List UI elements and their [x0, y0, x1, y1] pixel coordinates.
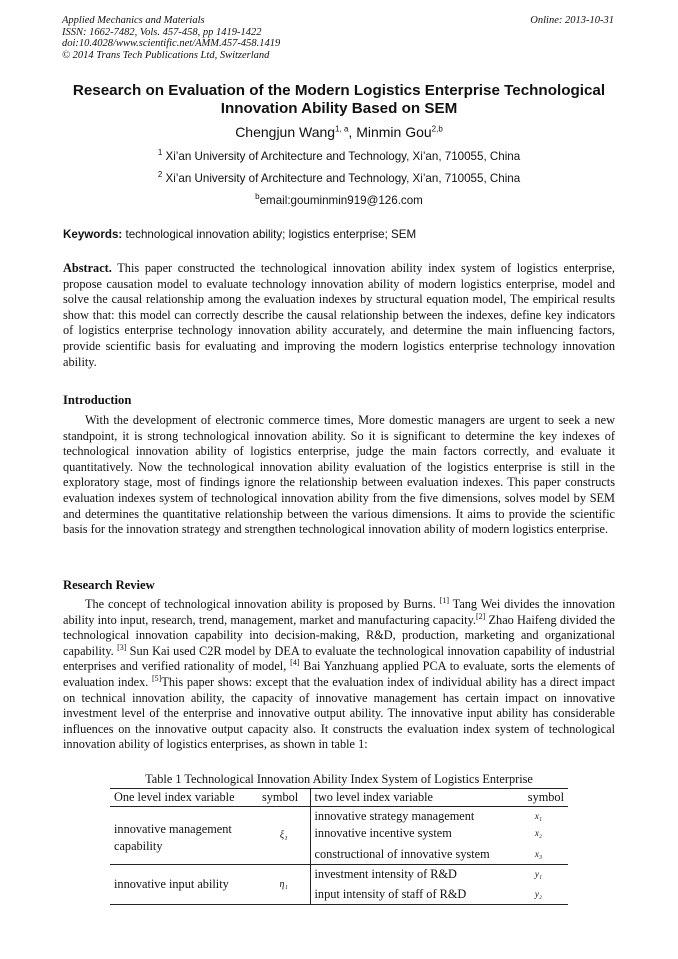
journal-name: Applied Mechanics and Materials	[62, 15, 205, 26]
table-header-row	[110, 789, 568, 807]
citation: [2]	[476, 611, 486, 621]
copyright: © 2014 Trans Tech Publications Ltd, Switzerland	[62, 49, 270, 61]
keywords	[63, 228, 416, 241]
affiliation-1-text: Xi’an University of Architecture and Technology, Xi’an, 710055, China	[165, 150, 521, 163]
review-text	[63, 597, 615, 753]
level2-item: constructional of innovative system	[314, 847, 490, 861]
abstract-text: This paper constructed the technological innovation ability index system of logistics enterprise, propose causation model to evaluate technology innovation ability of modern logistics enterprise, model and solve the causal relationship among the evaluation indexes by structural equation model, The empirical results show that: this model can correctly describe the causal relationship between the indexes, define key indicators of logistics enterprise technology innovation ability accurately, and determine the main influencing factors, provide scientific basis for evaluating and improving the modern logistics enterprise technology innovation ability.	[63, 261, 616, 369]
citation: [3]	[117, 642, 127, 652]
citation: [4]	[290, 658, 300, 668]
review-sentence: Zhao Haifeng divided the technological innovation capability into decision-making, R&D, production, marketing and organizational capability.	[63, 612, 615, 658]
review-sentence: The concept of technological innovation ability is proposed by Burns.	[85, 597, 436, 611]
level1-symbol: ξ₁	[258, 807, 310, 865]
level2-symbol: y₂	[534, 889, 542, 899]
doi: doi:10.4028/www.scientific.net/AMM.457-458.1419	[62, 38, 281, 49]
authors	[0, 124, 678, 140]
author-1: Chengjun Wang	[235, 124, 336, 140]
keywords-text: technological innovation ability; logistics enterprise; SEM	[125, 228, 417, 241]
col-header: symbol	[258, 789, 310, 807]
author-2: Minmin Gou	[356, 124, 432, 140]
level2-symbols	[510, 865, 568, 905]
affiliation-1-sup: 1	[157, 148, 163, 158]
email-line	[0, 194, 678, 207]
review-sentence: Tang Wei divides the innovation ability into input, research, trend, management, market and manufacturing capacity.	[63, 597, 616, 627]
level2-item: innovative strategy management	[314, 809, 475, 823]
table-row	[110, 865, 568, 905]
level2-symbol: x₃	[534, 849, 542, 859]
level2-item: input intensity of staff of R&D	[314, 887, 467, 901]
paper-title: Research on Evaluation of the Modern Logistics Enterprise Technological Innovation Ability Based on SEM	[72, 82, 606, 117]
author-1-sup: 1, a	[335, 124, 349, 134]
email-sup: b	[255, 192, 260, 202]
col-header: symbol	[510, 789, 568, 807]
level2-cell	[310, 807, 510, 865]
level2-symbols	[510, 807, 568, 865]
email: email:gouminmin919@126.com	[259, 194, 423, 207]
review-sentence: Sun Kai used C2R model by DEA to evaluate the technological innovation capability of industrial enterprises and verified rationality of model,	[63, 643, 615, 674]
section-heading-introduction: Introduction	[63, 393, 132, 407]
abstract-label: Abstract.	[63, 261, 112, 275]
col-header: One level index variable	[110, 789, 258, 807]
abstract	[63, 261, 615, 370]
introduction-text: With the development of electronic commerce times, More domestic managers are urgent to seek a new standpoint, it is strong technological innovation ability. So it is significant to determine the key indexes of technological innovation ability of logistics enterprise, judge the main factors correctly, and evaluate it quantitatively. Now the technological innovation ability evaluation of the logistics enterprise is still in the exploratory stage, most of findings ignore the relationship between evaluation indexes. This paper constructs evaluation indexes system of technological innovation ability from the five dimensions, solves model by SEM and determines the quantitative relationship between the various dimensions. It aims to provide the scientific basis for the innovation strategy and strengthen technological innovation ability of modern logistics enterprise.	[63, 413, 615, 537]
keywords-label: Keywords:	[63, 228, 123, 241]
level2-cell	[310, 865, 510, 905]
index-table	[110, 788, 568, 905]
affiliation-2-text: Xi’an University of Architecture and Technology, Xi’an, 710055, China	[165, 172, 521, 185]
author-separator: ,	[348, 124, 357, 140]
section-heading-review: Research Review	[63, 578, 155, 592]
level2-item: innovative incentive system	[314, 826, 452, 840]
affiliation-1	[0, 150, 678, 163]
level2-symbol: x₁	[534, 811, 542, 821]
table-caption: Table 1 Technological Innovation Ability Index System of Logistics Enterprise	[145, 772, 533, 786]
online-date: Online: 2013-10-31	[530, 15, 614, 26]
level1-cell: innovative management capability	[110, 807, 258, 865]
journal-header	[62, 15, 280, 61]
level2-symbol: x₂	[534, 828, 542, 838]
review-sentence: This paper shows: except that the evaluation index of individual ability has a direct impact on technical innovation ability, the capacity of innovative management has certain impact on innovative investment level of the enterprise and innovative output ability. The innovative input ability has considerable influences on the innovative output capacity also. It constructs the evaluation index system of technological innovation ability of logistics enterprises, as shown in table 1:	[63, 674, 616, 752]
level2-symbol: y₁	[534, 869, 542, 879]
author-2-sup: 2,b	[431, 124, 443, 134]
affiliation-2-sup: 2	[157, 170, 163, 180]
level2-item: investment intensity of R&D	[314, 867, 457, 881]
review-sentence: Bai Yanzhuang applied PCA to evaluate, sorts the elements of evaluation index.	[63, 659, 615, 689]
citation: [5]	[151, 673, 162, 683]
citation: [1]	[439, 595, 450, 605]
affiliation-2	[0, 172, 678, 185]
level1-cell: innovative input ability	[110, 865, 258, 905]
col-header: two level index variable	[310, 789, 510, 807]
issn: ISSN: 1662-7482, Vols. 457-458, pp 1419-1422	[62, 26, 262, 38]
level1-symbol: η₁	[258, 865, 310, 905]
table-row	[110, 807, 568, 865]
